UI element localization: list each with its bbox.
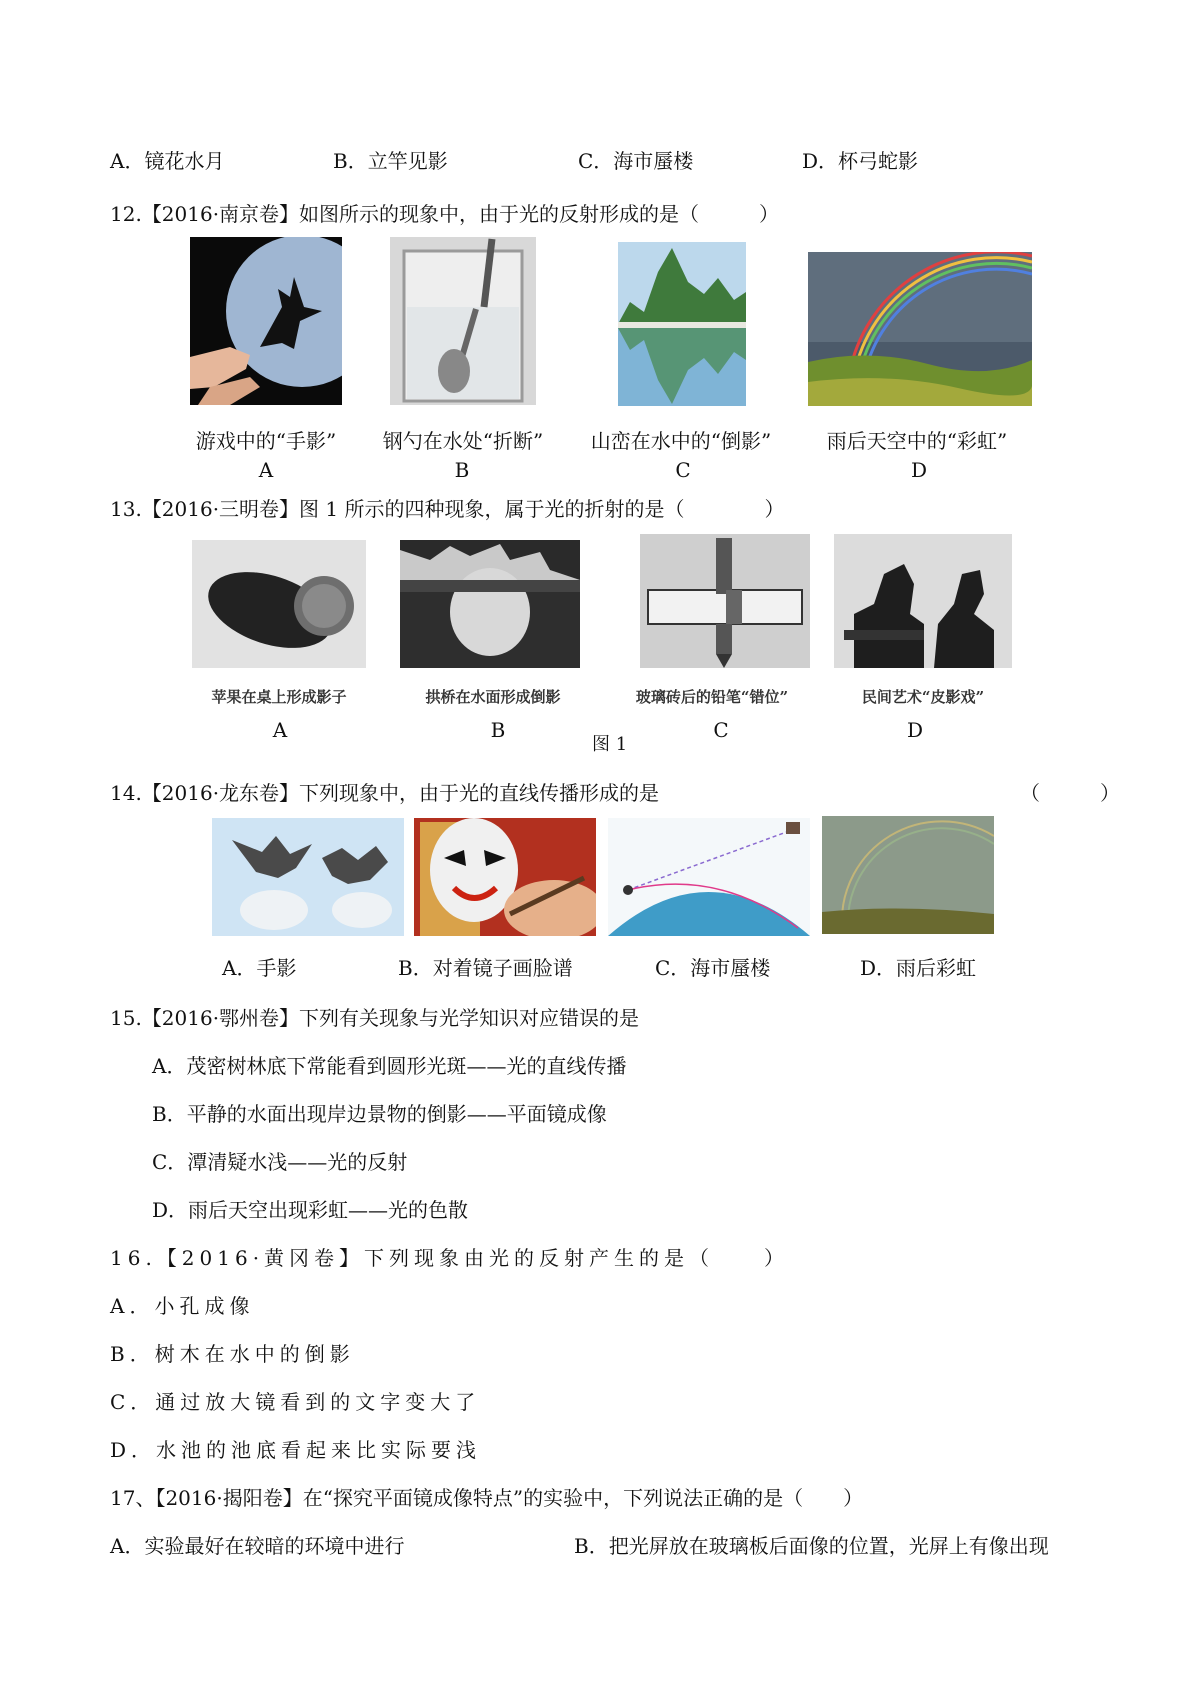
q13-caption-d: 民间艺术“皮影戏” bbox=[861, 688, 985, 706]
q17-option-b: B．把光屏放在玻璃板后面像的位置，光屏上有像出现 bbox=[574, 1534, 1049, 1558]
hand-shadow-image bbox=[190, 237, 342, 405]
q12-caption-c: 山峦在水中的“倒影” bbox=[590, 429, 772, 453]
mirage-diagram-image bbox=[608, 818, 810, 936]
q16-stem: 16.【2016·黄冈卷】下列现象由光的反射产生的是（ ） bbox=[110, 1246, 790, 1270]
q15-option-c: C．潭清疑水浅——光的反射 bbox=[152, 1150, 408, 1174]
q12-letter-b: B bbox=[454, 458, 470, 482]
q12-stem: 12.【2016·南京卷】如图所示的现象中，由于光的反射形成的是（ ） bbox=[110, 202, 780, 226]
q14-option-c: C．海市蜃楼 bbox=[655, 956, 771, 980]
q12-caption-d: 雨后天空中的“彩虹” bbox=[826, 429, 1008, 453]
q12-caption-b: 钢勺在水处“折断” bbox=[382, 429, 544, 453]
q15-option-d: D．雨后天空出现彩虹——光的色散 bbox=[152, 1198, 469, 1222]
q17-option-a: A．实验最好在较暗的环境中进行 bbox=[110, 1534, 405, 1558]
q13-letter-a: A bbox=[272, 718, 288, 742]
q13-caption-a: 苹果在桌上形成影子 bbox=[211, 688, 347, 706]
face-painting-image bbox=[414, 818, 596, 936]
q13-letter-b: B bbox=[490, 718, 506, 742]
q14-option-a: A．手影 bbox=[222, 956, 297, 980]
q13-letter-d: D bbox=[906, 718, 924, 742]
q12-letter-a: A bbox=[258, 458, 274, 482]
rainbow-image bbox=[808, 252, 1032, 406]
figure-1-label: 图 1 bbox=[592, 734, 628, 755]
q16-option-b: B．树木在水中的倒影 bbox=[110, 1342, 355, 1366]
q14-stem: 14.【2016·龙东卷】下列现象中，由于光的直线传播形成的是 bbox=[110, 781, 660, 805]
q11-option-d: D．杯弓蛇影 bbox=[802, 149, 919, 173]
q13-caption-c: 玻璃砖后的铅笔“错位” bbox=[635, 688, 789, 706]
q15-option-a: A．茂密树林底下常能看到圆形光斑——光的直线传播 bbox=[152, 1054, 627, 1078]
q11-option-c: C．海市蜃楼 bbox=[578, 149, 694, 173]
q12-letter-d: D bbox=[910, 458, 928, 482]
shadow-play-image bbox=[834, 534, 1012, 668]
rainbow-field-image bbox=[822, 816, 994, 934]
q16-option-d: D．水池的池底看起来比实际要浅 bbox=[110, 1438, 482, 1462]
q13-letter-c: C bbox=[713, 718, 729, 742]
q16-option-c: C．通过放大镜看到的文字变大了 bbox=[110, 1390, 481, 1414]
mountain-reflection-image bbox=[618, 242, 746, 406]
q12-caption-a: 游戏中的“手影” bbox=[195, 429, 337, 453]
q14-answer-paren: （ ） bbox=[1020, 781, 1120, 805]
q17-stem: 17、【2016·揭阳卷】在“探究平面镜成像特点”的实验中，下列说法正确的是（ ） bbox=[110, 1486, 864, 1510]
q11-option-b: B．立竿见影 bbox=[333, 149, 448, 173]
q13-stem: 13.【2016·三明卷】图 1 所示的四种现象，属于光的折射的是（ ） bbox=[110, 497, 785, 521]
arch-bridge-image bbox=[400, 540, 580, 668]
q16-option-a: A．小孔成像 bbox=[110, 1294, 255, 1318]
apple-shadow-image bbox=[192, 540, 366, 668]
q11-option-a: A．镜花水月 bbox=[110, 149, 225, 173]
q15-stem: 15.【2016·鄂州卷】下列有关现象与光学知识对应错误的是 bbox=[110, 1006, 640, 1030]
q12-letter-c: C bbox=[675, 458, 691, 482]
hand-shadow-birds-image bbox=[212, 818, 404, 936]
q14-option-b: B．对着镜子画脸谱 bbox=[398, 956, 573, 980]
q14-option-d: D．雨后彩虹 bbox=[860, 956, 977, 980]
spoon-in-water-image bbox=[390, 237, 536, 405]
pencil-glass-image bbox=[640, 534, 810, 668]
q13-caption-b: 拱桥在水面形成倒影 bbox=[425, 688, 561, 706]
q15-option-b: B．平静的水面出现岸边景物的倒影——平面镜成像 bbox=[152, 1102, 607, 1126]
